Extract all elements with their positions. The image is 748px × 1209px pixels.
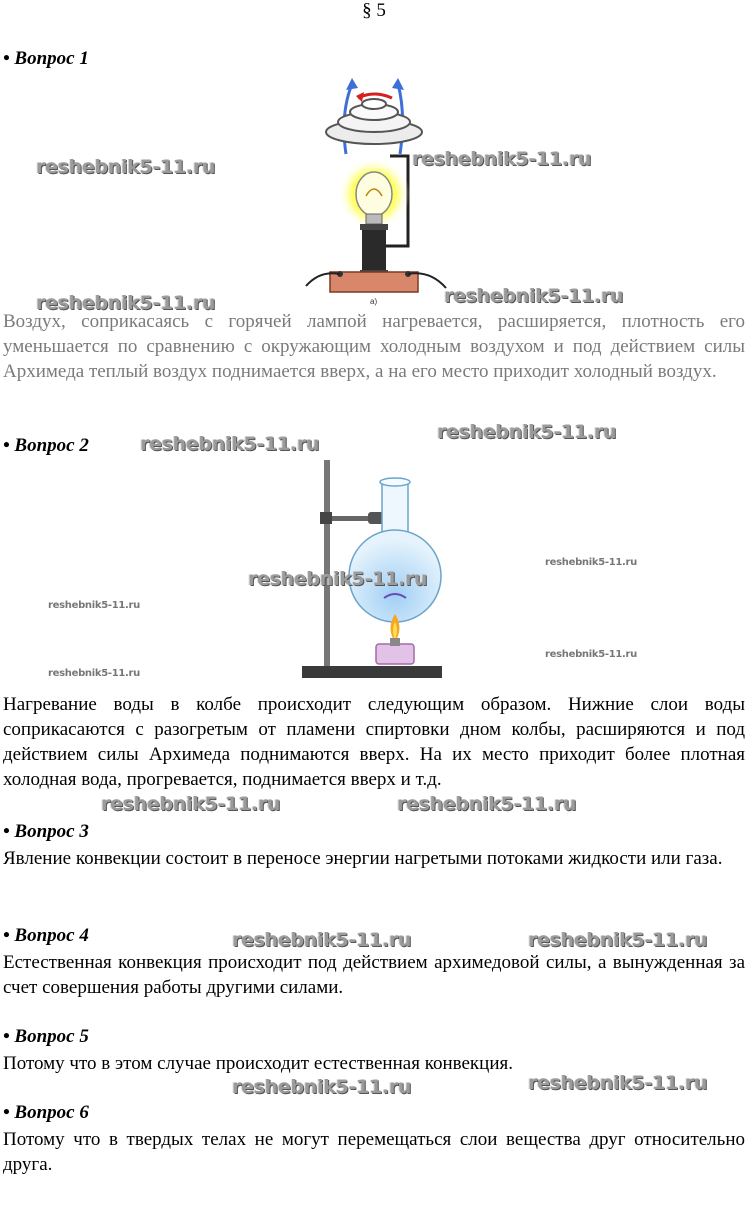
watermark: reshebnik5-11.ru bbox=[528, 929, 708, 951]
question-3-heading: • Вопрос 3 bbox=[3, 821, 89, 842]
section-number: § 5 bbox=[362, 0, 386, 21]
question-2-heading: • Вопрос 2 bbox=[3, 435, 89, 456]
lamp-convection-figure bbox=[300, 74, 448, 306]
watermark: reshebnik5-11.ru bbox=[140, 433, 320, 455]
question-3-answer: Явление конвекции состоит в переносе энергии нагретыми потоками жидкости или газа. bbox=[3, 848, 723, 869]
question-1-answer: Воздух, соприкасаясь с горячей лампой нагревается, расширяется, плотность его уменьшается по сравнению с окружающим холодным воздухом и под действием силы Архимеда теплый воздух поднимается вверх, а на его место приходит холодный воздух. bbox=[3, 311, 745, 382]
watermark: reshebnik5-11.ru bbox=[101, 793, 281, 815]
question-5-heading: • Вопрос 5 bbox=[3, 1026, 89, 1047]
question-4-answer: Естественная конвекция происходит под действием архимедовой силы, а вынужденная за счет совершения работы другими силами. bbox=[3, 952, 745, 998]
watermark: reshebnik5-11.ru bbox=[437, 421, 617, 443]
question-5-answer: Потому что в этом случае происходит естественная конвекция. bbox=[3, 1053, 513, 1074]
figure-label: а) bbox=[370, 297, 378, 306]
watermark: reshebnik5-11.ru bbox=[36, 156, 216, 178]
watermark: reshebnik5-11.ru bbox=[248, 568, 428, 590]
watermark: reshebnik5-11.ru bbox=[232, 929, 412, 951]
watermark: reshebnik5-11.ru bbox=[48, 668, 140, 679]
watermark: reshebnik5-11.ru bbox=[545, 557, 637, 568]
watermark: reshebnik5-11.ru bbox=[545, 649, 637, 660]
question-6-answer: Потому что в твердых телах не могут перемещаться слои вещества друг относительно друга. bbox=[3, 1129, 745, 1175]
watermark: reshebnik5-11.ru bbox=[528, 1072, 708, 1094]
question-6-heading: • Вопрос 6 bbox=[3, 1102, 89, 1123]
question-2-answer: Нагревание воды в колбе происходит следующим образом. Нижние слои воды соприкасаются с разогретым от пламени спиртовки дном колбы, расширяются и под действием силы Архимеда поднимаются вверх. На их место приходит более плотная холодная вода, прогревается, поднимается вверх и т.д. bbox=[3, 694, 745, 790]
question-1-heading: • Вопрос 1 bbox=[3, 48, 89, 69]
watermark: reshebnik5-11.ru bbox=[412, 148, 592, 170]
watermark: reshebnik5-11.ru bbox=[48, 600, 140, 611]
watermark: reshebnik5-11.ru bbox=[232, 1076, 412, 1098]
watermark: reshebnik5-11.ru bbox=[444, 285, 624, 307]
watermark: reshebnik5-11.ru bbox=[36, 292, 216, 314]
watermark: reshebnik5-11.ru bbox=[397, 793, 577, 815]
question-4-heading: • Вопрос 4 bbox=[3, 925, 89, 946]
